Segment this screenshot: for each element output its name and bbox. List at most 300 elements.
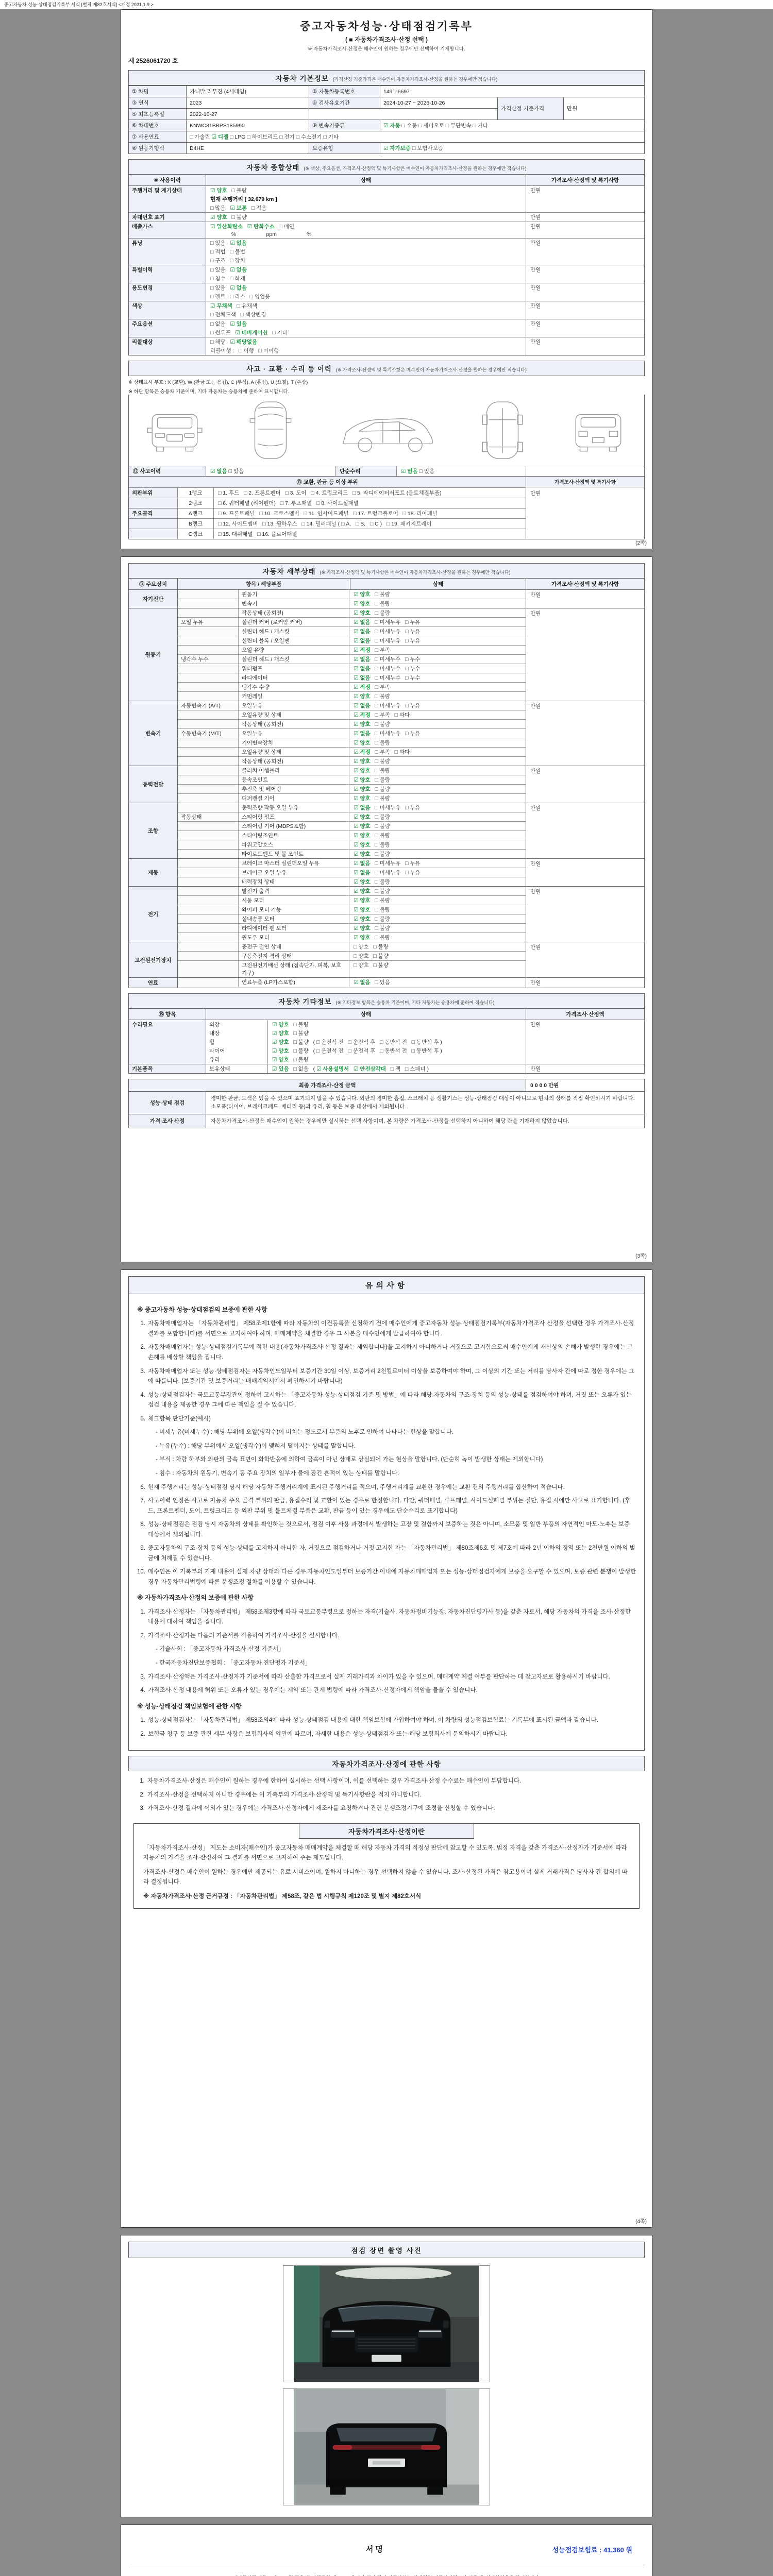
overall-status-cell[interactable] — [206, 265, 526, 274]
status-checked-option[interactable]: ☑ 적정 — [354, 684, 371, 690]
status-checked-option[interactable]: ☑ 양호 — [354, 925, 371, 931]
status-unchecked-options[interactable]: □ 불량 — [370, 879, 390, 885]
status-checked-option[interactable]: ☑ 양호 — [354, 823, 371, 829]
status-unchecked-options[interactable]: □ 불량 — [370, 916, 390, 922]
detail-status-cell[interactable] — [349, 905, 526, 914]
misc-row-category — [129, 1038, 206, 1046]
status-checked-option[interactable]: ☑ 없음 — [354, 629, 371, 635]
status-unchecked-options[interactable]: □ 불량 — [370, 740, 390, 746]
status-checked-option[interactable]: ☑ 있음 — [272, 1066, 289, 1072]
status-unchecked-options[interactable]: □ 해당 — [210, 339, 230, 345]
status-checked-option[interactable]: ☑ 없음 — [230, 267, 247, 273]
detail-row — [178, 608, 526, 617]
status-checked-option[interactable]: ☑ 양호 — [354, 777, 371, 783]
status-checked-option[interactable]: ☑ 양호 — [354, 721, 371, 727]
misc-status-cell[interactable] — [268, 1055, 526, 1064]
detail-section-high-voltage — [128, 942, 645, 978]
overall-row-label — [129, 310, 206, 319]
detail-row-group — [178, 914, 239, 923]
status-unchecked-options[interactable]: □ 부족 — [370, 684, 390, 690]
overall-price-cell — [526, 328, 644, 337]
notice-line — [137, 1442, 636, 1452]
status-unchecked-options[interactable]: □ 있음 — [417, 468, 435, 474]
simple-repair-status[interactable] — [397, 466, 526, 476]
signature-label[interactable]: 서명 — [365, 2545, 385, 2554]
status-checked-option[interactable]: ☑ 없음 — [354, 638, 371, 644]
status-checked-option[interactable]: ☑ 해당없음 — [230, 339, 258, 345]
detail-row-label: 작동상태 (공회전) — [239, 720, 349, 728]
overall-price-cell: 만원 — [526, 186, 644, 195]
detail-status-cell[interactable] — [349, 942, 526, 951]
fuel-checked-diesel[interactable]: ☑ 디젤 — [211, 134, 229, 140]
status-checked-option[interactable]: ☑ 양호 — [354, 842, 371, 848]
status-unchecked-options[interactable]: □ 미세누유 □ 누유 — [370, 629, 421, 635]
status-unchecked-options[interactable]: □ 양호 □ 불량 — [354, 962, 389, 969]
status-checked-option[interactable]: ☑ 양호 — [210, 188, 227, 194]
status-unchecked-options[interactable]: □ 미세누수 □ 누수 — [370, 666, 421, 672]
status-checked-option[interactable]: ☑ 적정 — [354, 749, 371, 755]
document-title: 중고자동차성능·상태점검기록부 — [300, 21, 473, 32]
detail-status-cell[interactable] — [349, 692, 526, 701]
overall-status-cell[interactable] — [206, 337, 526, 346]
overall-row-label: 차대번호 표기 — [129, 213, 206, 222]
overall-status-cell[interactable] — [206, 222, 526, 231]
detail-row-label: 라디에이터 — [239, 673, 349, 682]
status-unchecked-options[interactable]: □ 미세누수 □ 누수 — [370, 656, 421, 663]
status-checked-option[interactable]: ☑ 적정 — [354, 712, 371, 718]
misc-row-label: 보유상태 — [206, 1064, 268, 1073]
status-unchecked-options[interactable]: □ 없음 — [210, 321, 230, 327]
status-unchecked-options[interactable]: □ 양호 □ 불량 — [354, 944, 389, 950]
overall-condition-header — [128, 159, 645, 175]
detail-status-cell[interactable] — [349, 896, 526, 905]
status-checked-option[interactable]: ☑ 양호 — [272, 1057, 289, 1063]
status-unchecked-options[interactable]: □ 불량 — [370, 601, 390, 607]
overall-status-cell[interactable] — [206, 195, 526, 204]
detail-status-cell[interactable] — [349, 729, 526, 738]
detail-price-cell: 만원 — [526, 701, 644, 766]
status-checked-option[interactable]: ☑ 양호 — [354, 591, 371, 598]
inspection-photo-rear — [283, 2388, 490, 2505]
misc-info-note: (※ 기타정보 항목은 승용차 기준이며, 기타 자동차는 승용차에 준하여 적습니다) — [335, 1000, 495, 1005]
field-value-model-year: 2023 — [187, 97, 309, 109]
detail-status-cell[interactable] — [349, 933, 526, 942]
field-value-warranty-type[interactable] — [380, 143, 645, 154]
detail-status-cell[interactable] — [349, 812, 526, 821]
status-unchecked-options[interactable]: □ 있음 — [227, 468, 244, 474]
status-unchecked-options[interactable]: □ 많음 — [210, 205, 230, 211]
detail-status-cell[interactable] — [349, 877, 526, 886]
status-unchecked-options[interactable]: □ 불량 — [370, 768, 390, 774]
overall-status-cell[interactable] — [206, 301, 526, 310]
detail-status-cell[interactable] — [349, 961, 526, 977]
status-unchecked-options[interactable]: □ 불량 — [370, 833, 390, 839]
status-checked-option[interactable]: ☑ 적정 — [354, 647, 371, 653]
status-unchecked-options[interactable]: □ 있음 — [210, 285, 230, 291]
status-checked-option[interactable]: ☑ 양호 — [272, 1030, 289, 1037]
status-unchecked-options[interactable]: □ 불량 — [370, 925, 390, 931]
status-checked-option[interactable]: ☑ 없음 — [401, 468, 418, 474]
status-unchecked-options[interactable]: □ 불량 — [370, 693, 390, 700]
detail-row — [178, 877, 526, 886]
misc-row — [129, 1029, 644, 1038]
status-checked-option[interactable]: ☑ 없음 — [354, 703, 371, 709]
overall-status-cell[interactable] — [206, 239, 526, 247]
detail-status-cell[interactable] — [349, 748, 526, 756]
detail-status-cell[interactable] — [349, 775, 526, 784]
status-unchecked-options[interactable]: □ 불량 ( □ 운전석 전 □ 운전석 후 □ 동반석 전 □ 동반석 후 ) — [289, 1039, 442, 1045]
detail-status-cell[interactable] — [349, 850, 526, 858]
status-unchecked-options[interactable]: □ 매연 — [274, 224, 295, 230]
overall-row-label: 배출가스 — [129, 222, 206, 231]
detail-status-cell[interactable] — [349, 710, 526, 719]
status-checked-option[interactable]: ☑ 없음 — [354, 731, 371, 737]
status-checked-option[interactable]: ☑ 양호 — [354, 935, 371, 941]
status-checked-option[interactable]: ☑ 없음 — [210, 468, 227, 474]
status-unchecked-options[interactable]: □ 불량 — [370, 758, 390, 765]
overall-status-cell[interactable] — [206, 256, 526, 265]
status-unchecked-options[interactable]: □ 불량 — [289, 1022, 309, 1028]
detail-status-cell[interactable] — [349, 859, 526, 868]
detail-status-cell[interactable] — [349, 618, 526, 626]
status-unchecked-options[interactable]: □ 미세누유 □ 누유 — [370, 860, 421, 867]
status-unchecked-options[interactable]: □ 불량 — [370, 897, 390, 904]
status-checked-option[interactable]: ☑ 양호 — [354, 693, 371, 700]
detail-row-group — [178, 627, 239, 636]
status-unchecked-options[interactable]: □ 양호 □ 불량 — [354, 953, 389, 959]
status-checked-option[interactable]: ☑ 양호 — [354, 610, 371, 616]
status-unchecked-options[interactable]: □ 불량 — [370, 814, 390, 820]
status-unchecked-options[interactable]: □ 있음 — [370, 979, 390, 986]
detail-status-cell[interactable] — [349, 683, 526, 691]
overall-status-cell[interactable] — [206, 292, 526, 301]
transmission-other-options[interactable]: □ 수동 □ 세미오토 □ 무단변속 □ 기타 — [400, 123, 489, 129]
detail-row-group — [178, 896, 239, 905]
status-checked-option[interactable]: ☑ 보통 — [230, 205, 247, 211]
status-unchecked-options[interactable]: □ 부족 □ 과다 — [370, 712, 410, 718]
overall-status-cell[interactable] — [206, 247, 526, 256]
detail-status-cell[interactable] — [349, 655, 526, 664]
fuel-other-options[interactable]: □ LPG □ 하이브리드 □ 전기 □ 수소전기 □ 기타 — [228, 134, 339, 140]
status-checked-option[interactable]: ☑ 없음 — [354, 979, 371, 986]
misc-status-cell[interactable] — [268, 1046, 526, 1055]
status-checked-option[interactable]: ☑ 일산화탄소 ☑ 탄화수소 — [210, 224, 275, 230]
price-survey-select-checkbox[interactable]: ( ■ 자동차가격조사·산정 선택 ) — [345, 36, 428, 43]
overall-row-label: 특별이력 — [129, 265, 206, 274]
rank-part-checkboxes[interactable]: □ 6. 쿼터패널 (리어펜더) □ 7. 루프패널 □ 8. 사이드실패널 — [218, 500, 359, 506]
overall-price-cell — [526, 256, 644, 265]
status-unchecked-options[interactable]: □ 불량 — [370, 721, 390, 727]
detail-status-cell[interactable] — [349, 914, 526, 923]
notice-line — [137, 1567, 636, 1587]
detail-row-label: 실내송풍 모터 — [239, 914, 349, 923]
status-unchecked-options[interactable]: □ 불량 ( □ 운전석 전 □ 운전석 후 □ 동반석 전 □ 동반석 후 ) — [289, 1048, 442, 1054]
status-checked-option[interactable]: ☑ 네비게이션 — [235, 330, 268, 336]
status-unchecked-options[interactable]: □ 침수 □ 화재 — [210, 276, 245, 282]
status-unchecked-options[interactable]: □ 기타 — [267, 330, 288, 336]
status-checked-option[interactable]: ☑ 사용설명서 ☑ 안전삼각대 — [316, 1066, 386, 1072]
status-unchecked-options[interactable]: □ 불량 — [370, 610, 390, 616]
detail-status-cell[interactable] — [349, 822, 526, 831]
detail-status-cell[interactable] — [349, 840, 526, 849]
detail-status-cell[interactable] — [349, 608, 526, 617]
detail-status-cell[interactable] — [349, 627, 526, 636]
misc-status-cell[interactable] — [268, 1020, 526, 1029]
detail-status-cell[interactable] — [349, 831, 526, 840]
price-survey-select-note: ※ 자동차가격조사·산정은 매수인이 원하는 경우에만 선택하여 기재합니다. — [308, 46, 465, 52]
detail-status-cell[interactable] — [349, 664, 526, 673]
detail-status-cell[interactable] — [349, 636, 526, 645]
overall-status-cell[interactable] — [206, 213, 526, 222]
detail-status-cell[interactable] — [349, 978, 526, 987]
misc-row — [129, 1020, 644, 1029]
status-checked-option[interactable]: ☑ 있음 — [230, 321, 247, 327]
status-unchecked-options[interactable]: □ 불량 — [370, 935, 390, 941]
status-unchecked-options[interactable]: □ 미세누수 □ 누수 — [370, 675, 421, 681]
price-survey-definition-title: 자동차가격조사·산정이란 — [299, 1823, 474, 1839]
exchange-rank-row — [129, 508, 526, 518]
rank-group-label — [129, 498, 178, 508]
detail-row-group — [178, 952, 239, 960]
status-unchecked-options[interactable]: □ 있음 — [210, 267, 230, 273]
status-unchecked-options[interactable]: □ 불량 — [370, 888, 390, 894]
overall-row — [129, 247, 644, 256]
status-checked-option[interactable]: ☑ 양호 — [272, 1048, 289, 1054]
field-value-engine-type: D4HE — [187, 143, 309, 154]
detail-row-label: 오일누유 — [239, 729, 349, 738]
status-unchecked-options[interactable]: □ 적음 — [246, 205, 267, 211]
status-unchecked-options[interactable]: □ 불량 — [370, 907, 390, 913]
status-checked-option[interactable]: ☑ 무채색 — [210, 303, 232, 309]
status-checked-option[interactable]: ☑ 없음 — [230, 240, 247, 246]
detail-status-cell[interactable] — [349, 766, 526, 775]
status-unchecked-options[interactable]: □ 없음 ( — [289, 1066, 317, 1072]
status-unchecked-options[interactable]: □ 렌트 □ 리스 □ 영업용 — [210, 294, 271, 300]
detail-row-group: 오일 누유 — [178, 618, 239, 626]
status-unchecked-options[interactable]: 리콜이행 : □ 이행 □ 미이행 — [210, 348, 279, 354]
status-unchecked-options[interactable]: □ 불량 — [370, 777, 390, 783]
rank-group-label: 외판부위 — [129, 488, 178, 498]
status-checked-option[interactable]: ☑ 없음 — [354, 619, 371, 625]
overall-status-cell[interactable] — [206, 231, 526, 238]
status-checked-option[interactable]: ☑ 없음 — [354, 805, 371, 811]
status-checked-option[interactable]: ☑ 양호 — [354, 888, 371, 894]
overall-col-state: 상태 — [360, 177, 372, 183]
status-unchecked-options[interactable]: □ 미세누유 □ 누유 — [370, 805, 421, 811]
status-checked-option[interactable]: ☑ 양호 — [354, 851, 371, 857]
status-checked-option[interactable]: ☑ 없음 — [354, 860, 371, 867]
status-checked-option[interactable]: ☑ 양호 — [354, 786, 371, 792]
status-checked-option[interactable]: ☑ 양호 — [354, 795, 371, 802]
detail-col-item: 항목 / 해당부품 — [178, 579, 350, 589]
misc-row-category: 기본품목 — [129, 1064, 206, 1073]
overall-price-cell: 만원 — [526, 239, 644, 247]
overall-table — [128, 186, 645, 355]
status-checked-option[interactable]: ☑ 양호 — [354, 907, 371, 913]
overall-status-cell[interactable] — [206, 346, 526, 355]
pricing-info-header — [128, 1756, 645, 1771]
notice-line — [137, 1367, 636, 1387]
status-unchecked-options[interactable]: □ 미세누유 □ 누유 — [370, 703, 421, 709]
misc-status-cell[interactable] — [268, 1064, 526, 1073]
price-surveyor-opinion-text: 자동차가격조사·산정은 매수인이 원하는 경우에만 실시하는 선택 사항이며, 본 차량은 가격조사·산정을 선택하지 아니하여 해당 란을 기재하지 않았습니다. — [211, 1117, 569, 1124]
notice-subheading-2: ※ 자동차가격조사·산정의 보증에 관한 사항 — [137, 1594, 254, 1602]
detail-row-group — [178, 757, 239, 766]
fee-label: 성능점검보험료 : — [552, 2546, 602, 2554]
warranty-other-options[interactable]: □ 보험사보증 — [410, 145, 443, 151]
detail-status-cell[interactable] — [349, 646, 526, 654]
notice-line-text: 보험금 청구 등 보증 관련 세부 사항은 보험회사의 약관에 따르며, 자세한 내용은 성능·상태점검자 또는 해당 보험회사에 문의하시기 바랍니다. — [148, 1731, 508, 1737]
status-checked-option[interactable]: ☑ 양호 — [354, 601, 371, 607]
overall-status-cell[interactable] — [206, 186, 526, 195]
status-unchecked-options[interactable]: □ 구조 □ 장치 — [210, 258, 245, 264]
status-unchecked-options[interactable]: □ 부족 — [370, 647, 390, 653]
status-checked-option[interactable]: ☑ 양호 — [354, 768, 371, 774]
status-unchecked-options[interactable]: □ 잭 □ 스패너 ) — [385, 1066, 429, 1072]
detail-status-cell[interactable] — [349, 794, 526, 803]
overall-price-cell — [526, 231, 644, 238]
status-unchecked-options[interactable]: □ 불량 — [370, 795, 390, 802]
status-checked-option[interactable]: ☑ 양호 — [354, 740, 371, 746]
misc-status-cell[interactable] — [268, 1038, 526, 1046]
status-checked-option[interactable]: ☑ 양호 — [354, 897, 371, 904]
misc-row — [129, 1064, 644, 1073]
detail-row — [178, 951, 526, 960]
status-checked-option[interactable]: ☑ 없음 — [354, 666, 371, 672]
rank-part-checkboxes[interactable]: □ 9. 프론트패널 □ 10. 크로스멤버 □ 11. 인사이드패널 □ 17. 트렁크플로어 □ 18. 리어패널 — [218, 511, 438, 517]
status-unchecked-options[interactable]: □ 적법 □ 불법 — [210, 249, 245, 255]
status-unchecked-options[interactable]: □ 유채색 — [232, 303, 258, 309]
status-unchecked-options[interactable]: □ 불량 — [370, 786, 390, 792]
notice-line-text: 가격조사·산정자는 「자동차관리법」 제58조제3항에 따라 국토교통부령으로 정하는 자격(기술사, 자동차정비기능장, 자동차진단평가사 등)을 갖춘 자로서, 해당 자동차의 가격을 조사·산정한 내용에 대하여 책임을 집니다. — [148, 1608, 631, 1625]
status-checked-option[interactable]: ☑ 없음 — [354, 870, 371, 876]
status-checked-option[interactable]: ☑ 양호 — [354, 814, 371, 820]
detail-row-label: 파워고압호스 — [239, 840, 349, 849]
field-value-transmission[interactable] — [380, 120, 645, 131]
overall-status-cell[interactable] — [206, 283, 526, 292]
status-unchecked-options[interactable]: □ 미세누유 □ 누유 — [370, 731, 421, 737]
detail-status-cell[interactable] — [349, 720, 526, 728]
detail-row — [178, 812, 526, 821]
status-unchecked-options[interactable]: □ 불량 — [370, 823, 390, 829]
status-unchecked-options[interactable]: □ 미세누유 □ 누유 — [370, 870, 421, 876]
car-diagram-side-view — [335, 399, 438, 462]
detail-status-cell[interactable] — [349, 599, 526, 608]
status-unchecked-options[interactable]: □ 불량 — [289, 1030, 309, 1037]
status-checked-option[interactable]: ☑ 양호 — [354, 879, 371, 885]
status-unchecked-options[interactable]: % ppm % — [210, 231, 312, 238]
overall-status-cell[interactable] — [206, 274, 526, 283]
pricing-line-text: 가격조사·산정을 선택하지 아니한 경우에는 이 기록부의 가격조사·산정액 및 특기사항란을 적지 아니합니다. — [147, 1791, 422, 1798]
detail-status-cell[interactable] — [349, 673, 526, 682]
signature-row — [128, 2531, 645, 2567]
notice-line-number: 3. — [140, 1368, 145, 1375]
state-symbol-legend-2: ※ 하단 항목은 승용차 기준이며, 기타 자동차는 승용차에 준하여 표시합니다. — [128, 389, 290, 395]
detail-row — [178, 942, 526, 951]
status-checked-option[interactable]: ☑ 없음 — [354, 656, 371, 663]
detail-status-cell[interactable] — [349, 785, 526, 793]
detail-status-cell[interactable] — [349, 803, 526, 812]
overall-status-cell[interactable] — [206, 328, 526, 337]
rank-label: C랭크 — [178, 529, 214, 539]
status-unchecked-options[interactable]: □ 불량 — [289, 1057, 309, 1063]
field-label-inspection-period: ④ 검사유효기간 — [309, 97, 380, 109]
overall-status-cell[interactable] — [206, 319, 526, 328]
rank-part-checkboxes[interactable]: □ 15. 대쉬패널 □ 16. 플로어패널 — [218, 531, 297, 537]
status-unchecked-options[interactable]: □ 있음 — [210, 240, 230, 246]
rank-label: A랭크 — [178, 509, 214, 518]
notice-items-2 — [137, 1607, 636, 1696]
status-checked-option[interactable]: ☑ 양호 — [354, 758, 371, 765]
status-checked-option[interactable]: ☑ 없음 — [354, 675, 371, 681]
misc-price-cell: 만원 — [526, 1020, 644, 1029]
exchange-price-header: 가격조사·산정액 및 특기사항 — [526, 477, 644, 487]
status-checked-option[interactable]: ☑ 양호 — [210, 214, 227, 221]
detail-status-cell[interactable] — [349, 757, 526, 766]
accident-history-row — [128, 466, 645, 477]
misc-status-cell[interactable] — [268, 1029, 526, 1038]
status-unchecked-options[interactable]: □ 미세누유 □ 누유 — [370, 638, 421, 644]
detail-status-cell[interactable] — [349, 924, 526, 933]
status-checked-option[interactable]: ☑ 양호 — [354, 916, 371, 922]
detail-status-cell[interactable] — [349, 952, 526, 960]
detail-row — [178, 738, 526, 747]
field-label-vin: ⑥ 차대번호 — [129, 120, 187, 131]
overall-price-cell — [526, 310, 644, 319]
detail-status-cell[interactable] — [349, 887, 526, 895]
status-unchecked-options[interactable]: □ 미세누유 □ 누유 — [370, 619, 421, 625]
status-unchecked-options[interactable]: □ 불량 — [370, 851, 390, 857]
detail-row-label: 실린더 커버 (로커암 커버) — [239, 618, 349, 626]
status-unchecked-options[interactable]: □ 부족 □ 과다 — [370, 749, 410, 755]
status-checked-option[interactable]: ☑ 양호 — [272, 1039, 289, 1045]
detail-row — [178, 728, 526, 738]
status-unchecked-options[interactable]: □ 전체도색 □ 색상변경 — [210, 312, 266, 318]
rank-part-checkboxes[interactable]: □ 12. 사이드멤버 □ 13. 휠하우스 □ 14. 필러패널 ( □ A, □ B, □ C ) □ 19. 패키지트레이 — [218, 521, 432, 527]
detail-status-cell[interactable] — [349, 701, 526, 710]
price-survey-legal-basis: ※ 자동차가격조사·산정 근거규정 : 「자동차관리법」 제58조, 같은 법 시행규칙 제120조 및 별지 제82호서식 — [143, 1893, 422, 1900]
accident-history-title: 사고 · 교환 · 수리 등 이력 — [246, 365, 332, 373]
detail-status-cell[interactable] — [349, 868, 526, 877]
status-unchecked-options[interactable]: □ 불량 — [370, 842, 390, 848]
status-unchecked-options[interactable]: □ 불량 — [227, 214, 247, 221]
status-unchecked-options[interactable]: □ 썬루프 — [210, 330, 236, 336]
field-value-fuel[interactable] — [187, 131, 645, 143]
detail-row-label: 동력조향 작동 오일 누유 — [239, 803, 349, 812]
field-label-fuel: ⑦ 사용연료 — [129, 131, 187, 143]
detail-status-cell[interactable] — [349, 738, 526, 747]
rank-part-checkboxes[interactable]: □ 1. 후드 □ 2. 프론트펜더 □ 3. 도어 □ 4. 트렁크리드 □ 5. 라디에이터서포트 (볼트체결부품) — [218, 490, 442, 496]
notice-line-text: - 침수 : 자동차의 원동기, 변속기 등 주요 장치의 일부가 물에 잠긴 흔적이 있는 상태를 말합니다. — [156, 1470, 399, 1477]
field-label-transmission: ⑨ 변속기종류 — [309, 120, 380, 131]
status-checked-option[interactable]: ☑ 양호 — [354, 833, 371, 839]
overall-row — [129, 212, 644, 222]
overall-status-cell[interactable] — [206, 204, 526, 212]
status-unchecked-options[interactable]: □ 불량 — [370, 591, 390, 598]
status-checked-option[interactable]: ☑ 양호 — [272, 1022, 289, 1028]
transmission-checked-option[interactable]: ☑ 자동 — [383, 123, 400, 129]
notice-line-number: 1. — [140, 1608, 145, 1615]
accident-history-status[interactable] — [206, 466, 335, 476]
notice-line — [137, 1414, 636, 1425]
detail-status-cell[interactable] — [349, 590, 526, 599]
fuel-option-gasoline[interactable]: □ 가솔린 — [190, 134, 212, 140]
overall-status-cell[interactable] — [206, 310, 526, 319]
warranty-checked-option[interactable]: ☑ 자가보증 — [383, 145, 411, 151]
status-checked-option[interactable]: ☑ 없음 — [230, 285, 247, 291]
status-unchecked-options[interactable]: □ 불량 — [227, 188, 247, 194]
detail-row-label: 라디에이터 팬 모터 — [239, 924, 349, 933]
